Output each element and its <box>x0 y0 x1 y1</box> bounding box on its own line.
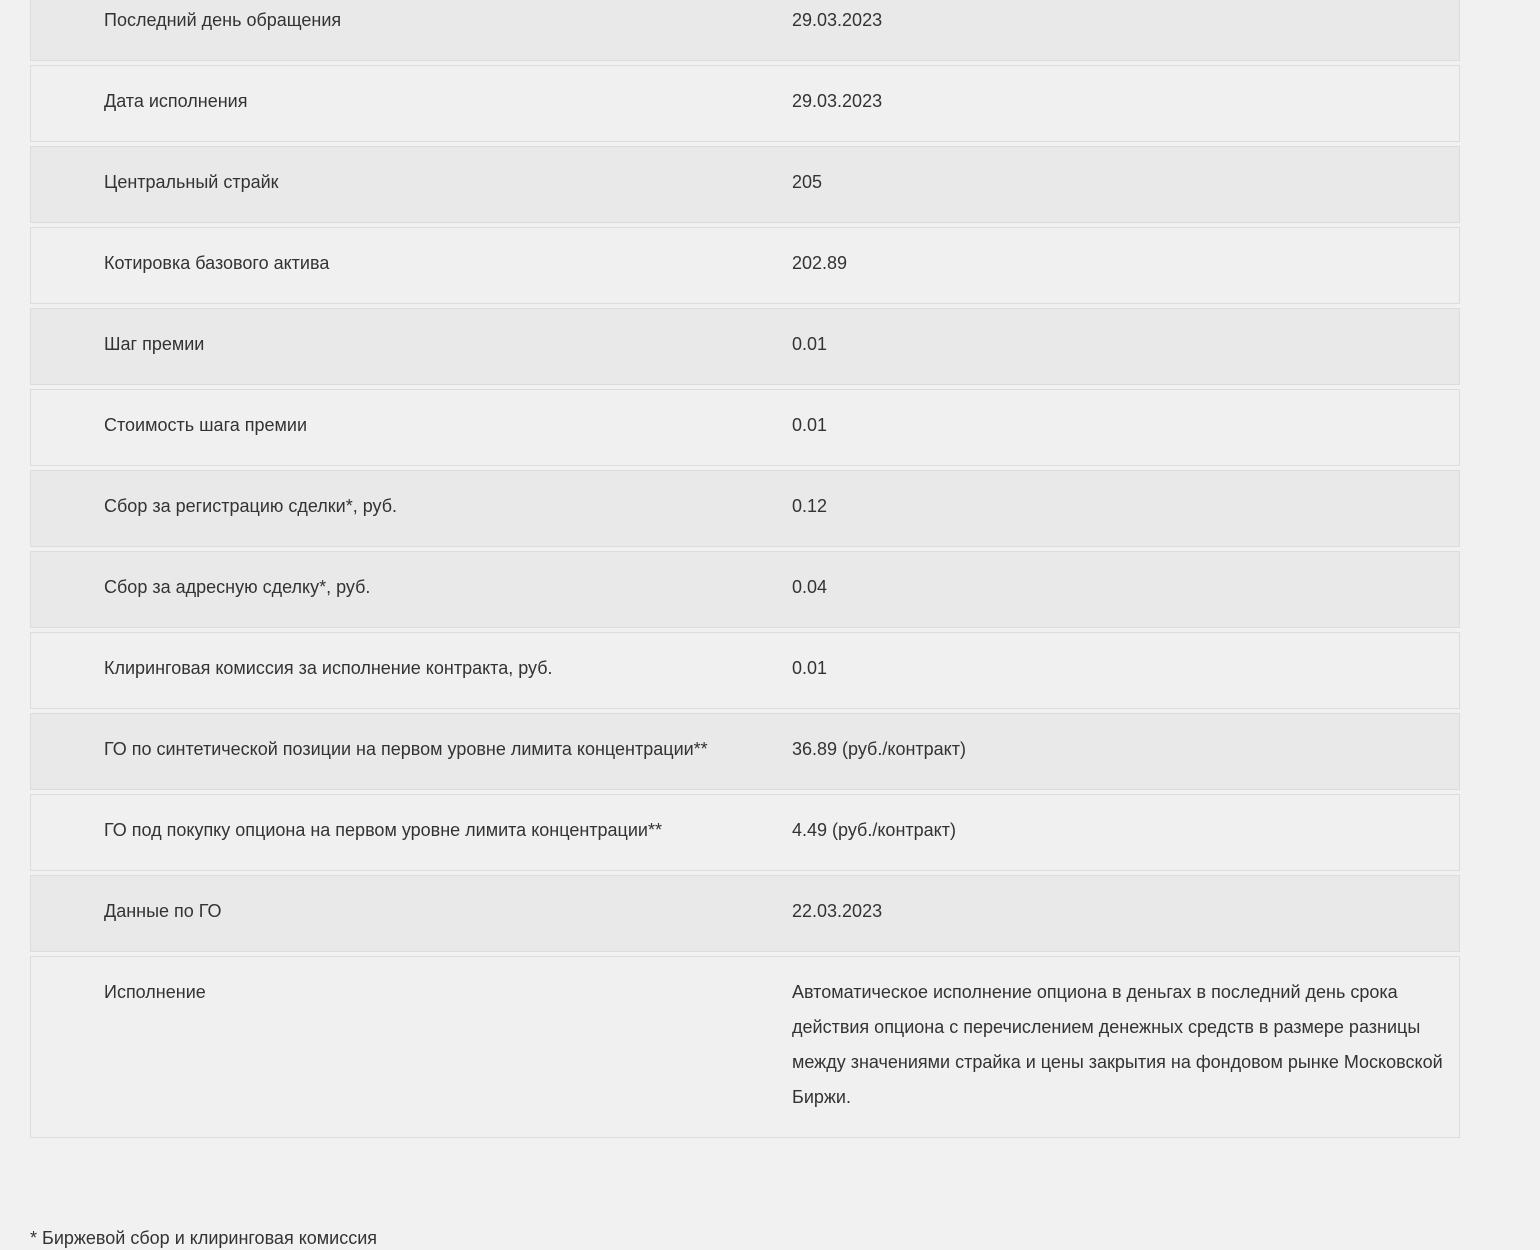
row-value: 22.03.2023 <box>792 901 883 921</box>
row-label: Шаг премии <box>104 334 205 354</box>
table-row <box>30 470 1460 547</box>
row-label: Котировка базового актива <box>104 253 330 273</box>
table-row <box>30 956 1460 1138</box>
row-value: 0.12 <box>792 496 828 516</box>
row-value: Автоматическое исполнение опциона в деньгах в последний день срока действия опциона с перечислением денежных средств в размере разницы между значениями страйка и цены закрытия на фондовом рынке Московской Биржи. <box>792 982 1443 1107</box>
table-row <box>30 65 1460 142</box>
row-label: Стоимость шага премии <box>104 415 308 435</box>
row-label: Клиринговая комиссия за исполнение контракта, руб. <box>104 658 553 678</box>
row-value: 0.01 <box>792 658 828 678</box>
table-row <box>30 0 1460 61</box>
table-row <box>30 389 1460 466</box>
row-value: 202.89 <box>792 253 848 273</box>
row-label: Центральный страйк <box>104 172 279 192</box>
table-row <box>30 794 1460 871</box>
contract-specification-table <box>30 0 1460 1142</box>
row-value: 29.03.2023 <box>792 10 883 30</box>
row-value: 36.89 (руб./контракт) <box>792 739 966 759</box>
row-value: 0.01 <box>792 334 828 354</box>
row-value: 0.01 <box>792 415 828 435</box>
row-label: Последний день обращения <box>104 10 342 30</box>
row-value: 205 <box>792 172 823 192</box>
table-row <box>30 227 1460 304</box>
footnote: * Биржевой сбор и клиринговая комиссия <box>30 1228 378 1248</box>
row-label: Дата исполнения <box>104 91 248 111</box>
row-label: Сбор за регистрацию сделки*, руб. <box>104 496 398 516</box>
row-label: Сбор за адресную сделку*, руб. <box>104 577 371 597</box>
row-value: 4.49 (руб./контракт) <box>792 820 956 840</box>
table-row <box>30 146 1460 223</box>
row-value: 29.03.2023 <box>792 91 883 111</box>
table-row <box>30 713 1460 790</box>
table-row <box>30 308 1460 385</box>
row-label: ГО под покупку опциона на первом уровне лимита концентрации** <box>104 820 662 840</box>
row-value: 0.04 <box>792 577 828 597</box>
table-row <box>30 551 1460 628</box>
row-label: ГО по синтетической позиции на первом уровне лимита концентрации** <box>104 739 708 759</box>
table-row <box>30 632 1460 709</box>
row-label: Данные по ГО <box>104 901 222 921</box>
row-label: Исполнение <box>104 982 206 1002</box>
table-row <box>30 875 1460 952</box>
